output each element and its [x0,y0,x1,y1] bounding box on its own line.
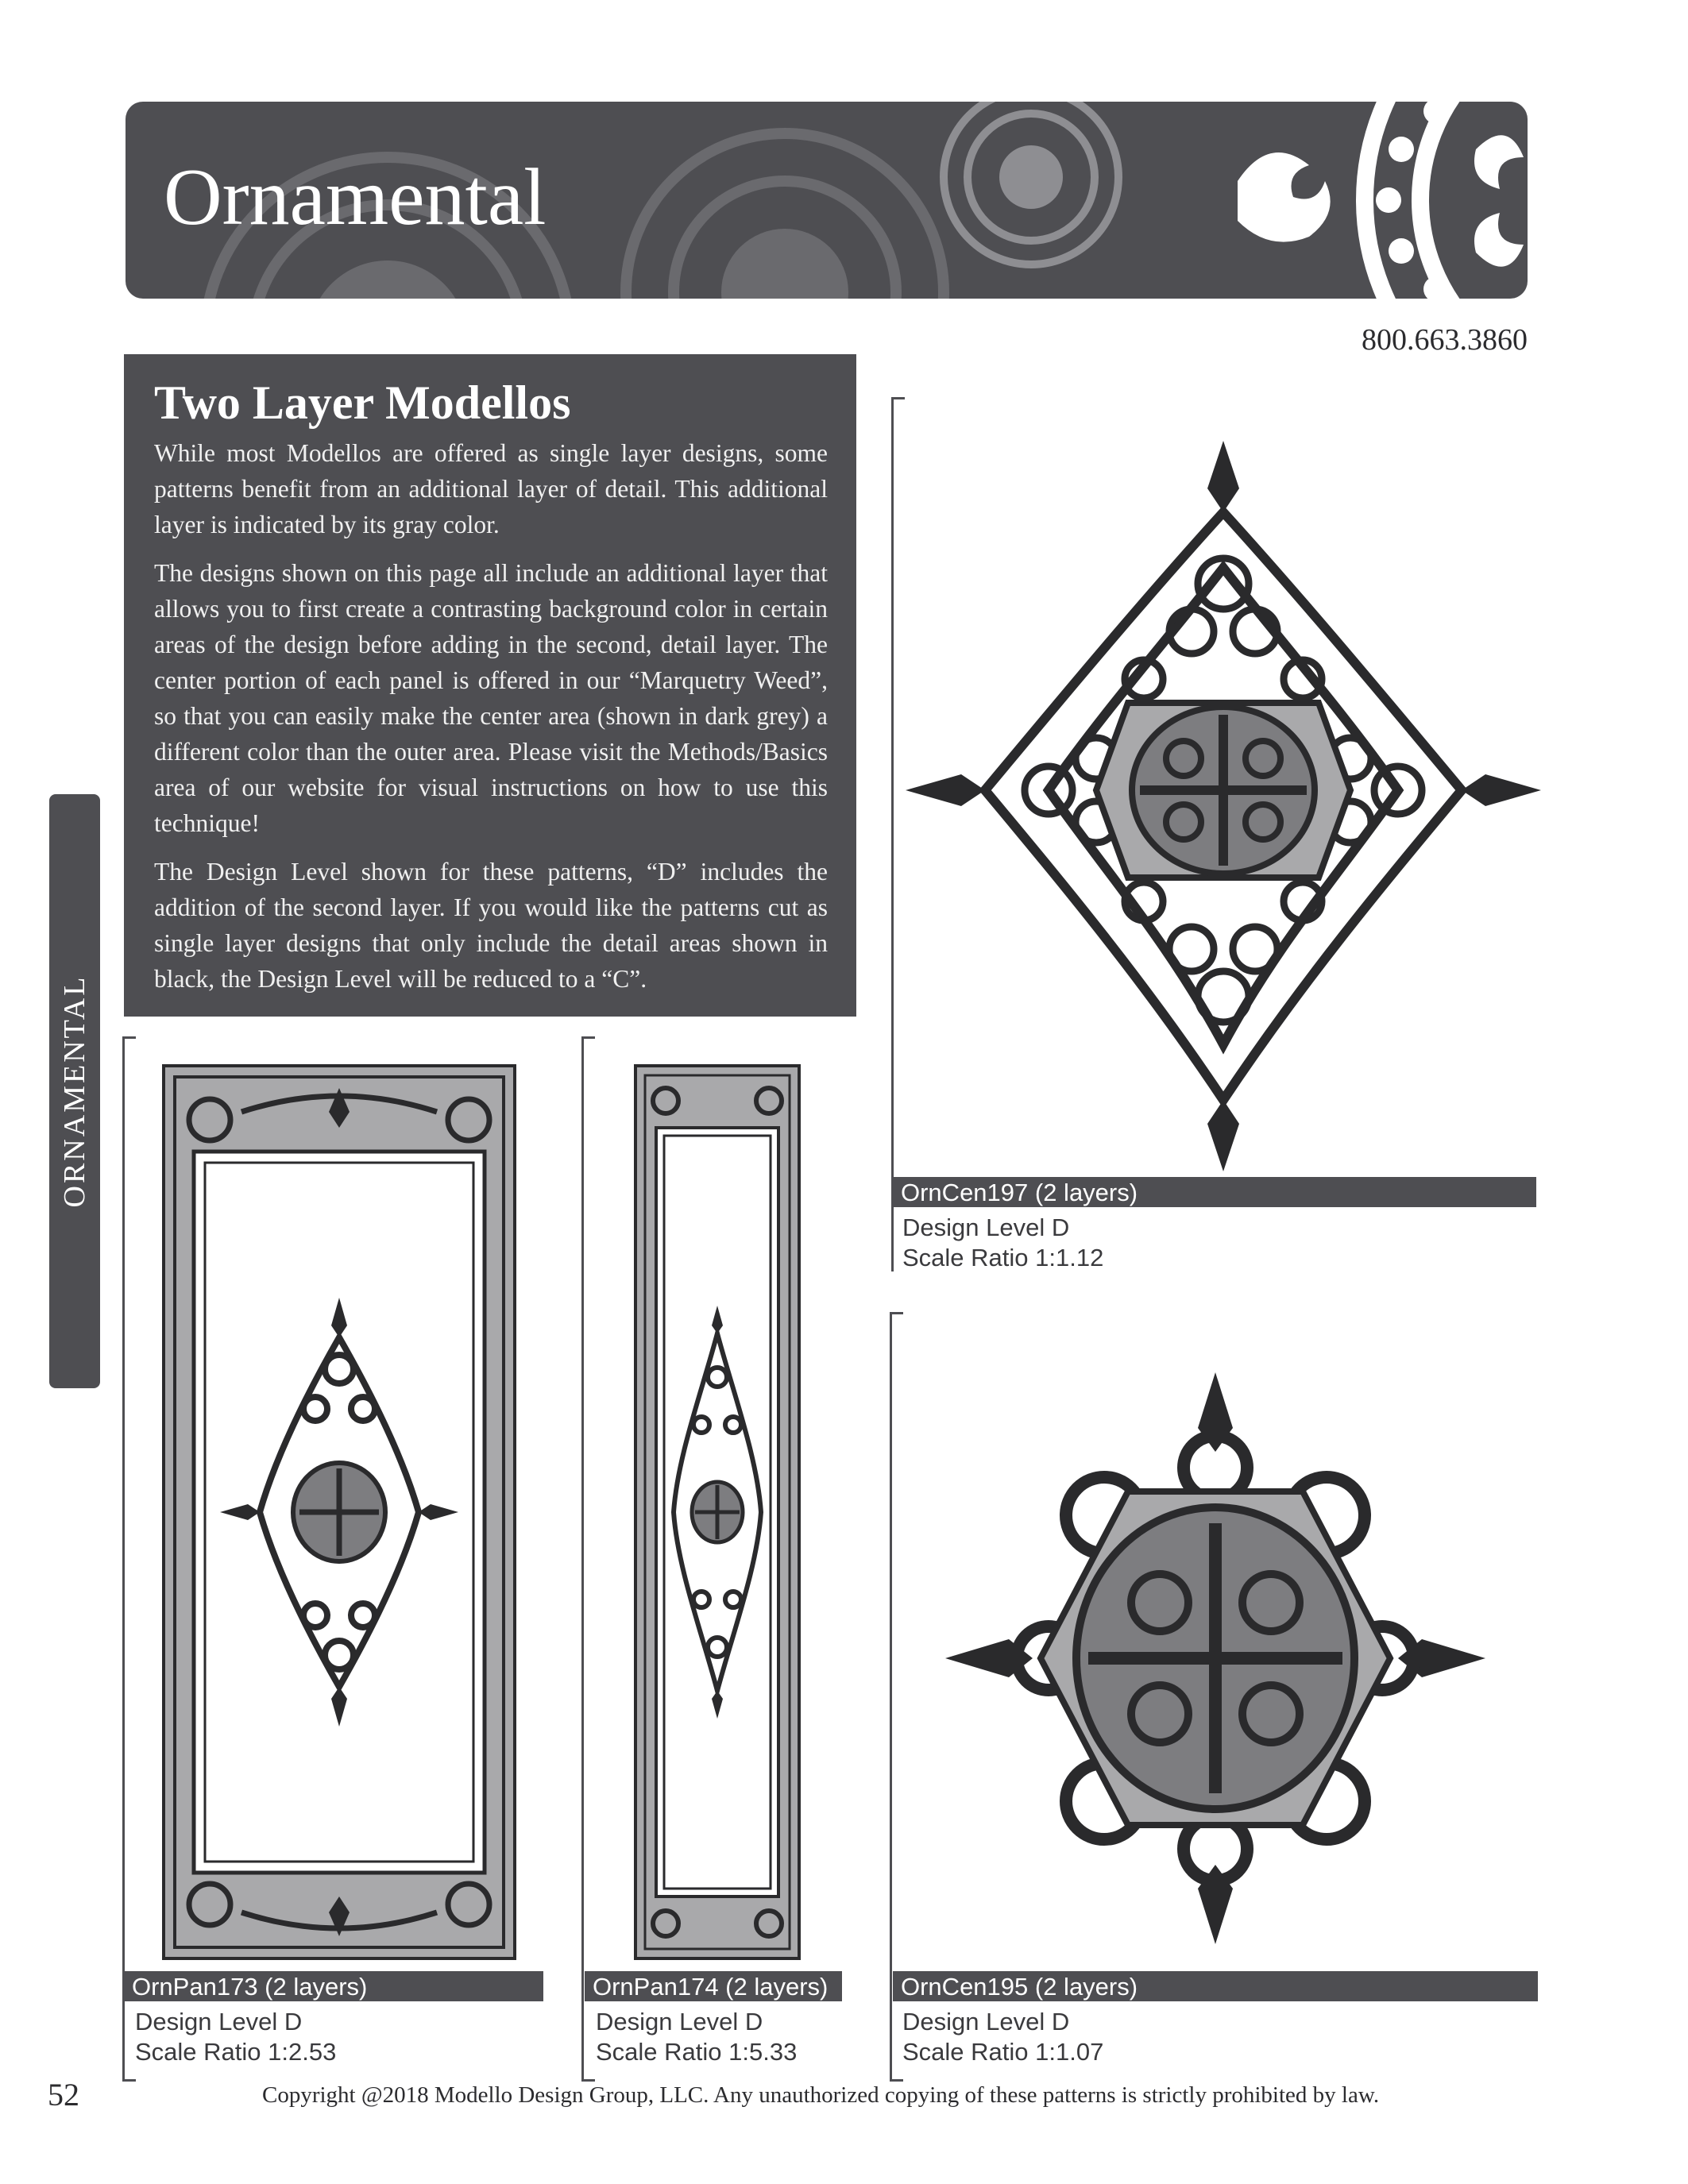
side-tab [49,794,100,1388]
frame-bracket [891,397,905,1271]
caption-name-bar: OrnPan174 (2 layers) [585,1971,842,2001]
caption-design-level: Design Level D [135,2008,303,2035]
caption-name-bar: OrnCen197 (2 layers) [893,1177,1536,1207]
intro-heading: Two Layer Modellos [154,376,571,429]
header-banner [126,102,1528,299]
caption-name-bar: OrnPan173 (2 layers) [124,1971,543,2001]
pattern-ornpan173 [162,1064,516,1960]
caption-design-level: Design Level D [596,2008,763,2035]
caption-name-bar: OrnCen195 (2 layers) [893,1971,1538,2001]
intro-paragraph: While most Modellos are offered as single layer designs, some patterns benefit from an additional layer of detail. This additional layer is indicated by its gray color. [154,439,828,538]
caption-design-level: Design Level D [902,2008,1070,2035]
intro-box [124,354,856,1017]
intro-paragraph: The designs shown on this page all include an additional layer that allows you to first create a contrasting background color in certain areas of the design before adding in the second, detail layer. The center portion of each panel is offered in our “Marquetry Weed”, so that you can easily make the center area (shown in dark grey) a different color than the outer area. Please visit the Methods/Basics area of our website for visual instructions on how to use this technique! [154,559,828,837]
pattern-orncen195 [945,1372,1485,1944]
frame-bracket [581,1036,595,2082]
pattern-ornpan174 [634,1064,801,1960]
caption-scale-ratio: Scale Ratio 1:1.07 [902,2038,1104,2066]
phone-number: 800.663.3860 [1362,323,1528,357]
page-title: Ornamental [164,152,547,242]
caption-scale-ratio: Scale Ratio 1:1.12 [902,1244,1104,1271]
side-tab-label: ORNAMENTAL [58,974,91,1208]
page-number: 52 [48,2077,79,2113]
frame-bracket [122,1036,136,2082]
caption-scale-ratio: Scale Ratio 1:5.33 [596,2038,798,2066]
frame-bracket [890,1312,903,2082]
copyright-notice: Copyright @2018 Modello Design Group, LLC. Any unauthorized copying of these patterns is strictly prohibited by law. [262,2082,1380,2108]
caption-design-level: Design Level D [902,1214,1070,1241]
intro-paragraph: The Design Level shown for these patterns, “D” includes the addition of the second layer. If you would like the patterns cut as single layer designs that only include the detail areas shown in black, the Design Level will be reduced to a “C”. [154,858,828,993]
caption-scale-ratio: Scale Ratio 1:2.53 [135,2038,337,2066]
pattern-orncen197 [906,441,1541,1171]
